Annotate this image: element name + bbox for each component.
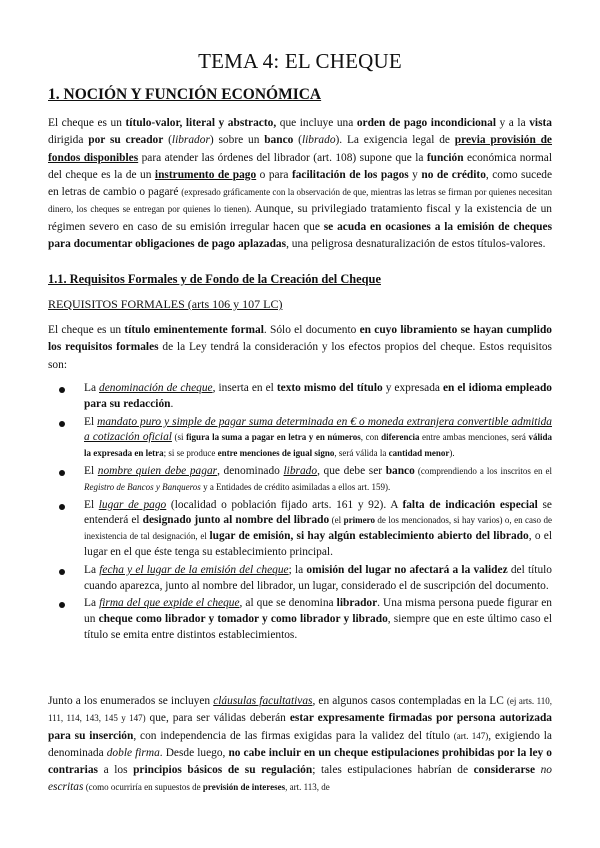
requirements-list xyxy=(48,381,552,646)
list-item: El nombre quien debe pagar, denominado librado, que debe ser banco (comprendiendo a los inscritos en el Registro de Bancos y Banqueros y a Entidades de crédito asimiladas a ellos art. 159). xyxy=(48,464,552,496)
paragraph-titulo-formal: El cheque es un título eminentemente formal. Sólo el documento en cuyo libramiento se hayan cumplido los requisitos formales de la Ley tendrá la consideración y los efectos propios del cheque. Estos requisitos son: xyxy=(48,324,552,371)
list-item: La fecha y el lugar de la emisión del cheque; la omisión del lugar no afectará a la validez del título cuando aparezca, junto al nombre del librador, un lugar, considerado el de suscripción del documento. xyxy=(48,563,552,595)
section-heading-1: 1. NOCIÓN Y FUNCIÓN ECONÓMICA xyxy=(48,86,322,103)
list-item: La denominación de cheque, inserta en el texto mismo del título y expresada en el idioma empleado para su redacción. xyxy=(48,381,552,413)
list-item: El lugar de pago (localidad o población fijado arts. 161 y 92). A falta de indicación especial se entenderá el designado junto al nombre del librado (el primero de los mencionados, si hay varios) o, en caso de inexistencia de tal designación, el lugar de emisión, si hay algún establecimiento abierto del librado, o el lugar en el que éste tenga su establecimiento principal. xyxy=(48,498,552,561)
bullet-icon xyxy=(59,569,65,575)
document-title: TEMA 4: EL CHEQUE xyxy=(198,49,402,73)
paragraph-nocion: El cheque es un título-valor, literal y abstracto, que incluye una orden de pago incondicional y a la vista dirigida por su creador (librador) sobre un banco (librado). La exigencia legal de previa provisión de fondos disponibles para atender las órdenes del librador (art. 108) supone que la función económica normal del cheque es la de un instrumento de pago o para facilitación de los pagos y no de crédito, como sucede en letras de cambio o pagaré (expresado gráficamente con la observación de que, mientras las letras se firman por quienes necesitan dinero, los cheques se entregan por quienes lo tienen). Aunque, su privilegiado tratamiento fiscal y la existencia de un régimen severo en caso de su emisión irregular hacen que se acuda en ocasiones a la emisión de cheques para documentar obligaciones de pago aplazadas, una peligrosa desnaturalización de estos títulos-valores. xyxy=(48,117,553,251)
bullet-icon xyxy=(59,387,65,393)
section-heading-1-1: 1.1. Requisitos Formales y de Fondo de la Creación del Cheque xyxy=(48,272,381,286)
bullet-icon xyxy=(59,421,65,427)
list-item: El mandato puro y simple de pagar suma determinada en € o moneda extranjera convertible admitida a cotización oficial (si figura la suma a pagar en letra y en números, con diferencia entre ambas menciones, será válida la expresada en letra; si se produce entre menciones de igual signo, será válida la cantidad menor). xyxy=(48,415,552,462)
bullet-icon xyxy=(59,504,65,510)
bullet-icon xyxy=(59,602,65,608)
paragraph-clausulas: Junto a los enumerados se incluyen cláusulas facultativas, en algunos casos contempladas en la LC (ej arts. 110, 111, 114, 143, 145 y 147) que, para ser válidas deberán estar expresamente firmadas por persona autorizada para su inserción, con independencia de las firmas exigidas para la validez del título (art. 147), exigiendo la denominada doble firma. Desde luego, no cabe incluir en un cheque estipulaciones prohibidas por la ley o contrarias a los principios básicos de su regulación; tales estipulaciones habrían de considerarse no escritas (como ocurriría en supuestos de previsión de intereses, art. 113, de xyxy=(48,695,553,794)
subheading-requisitos-formales: REQUISITOS FORMALES (arts 106 y 107 LC) xyxy=(48,297,283,311)
list-item: La firma del que expide el cheque, al que se denomina librador. Una misma persona puede figurar en un cheque como librador y tomador y como librador y librado, siempre que en este último caso el título se emita entre distintos establecimientos. xyxy=(48,596,552,643)
bullet-icon xyxy=(59,470,65,476)
